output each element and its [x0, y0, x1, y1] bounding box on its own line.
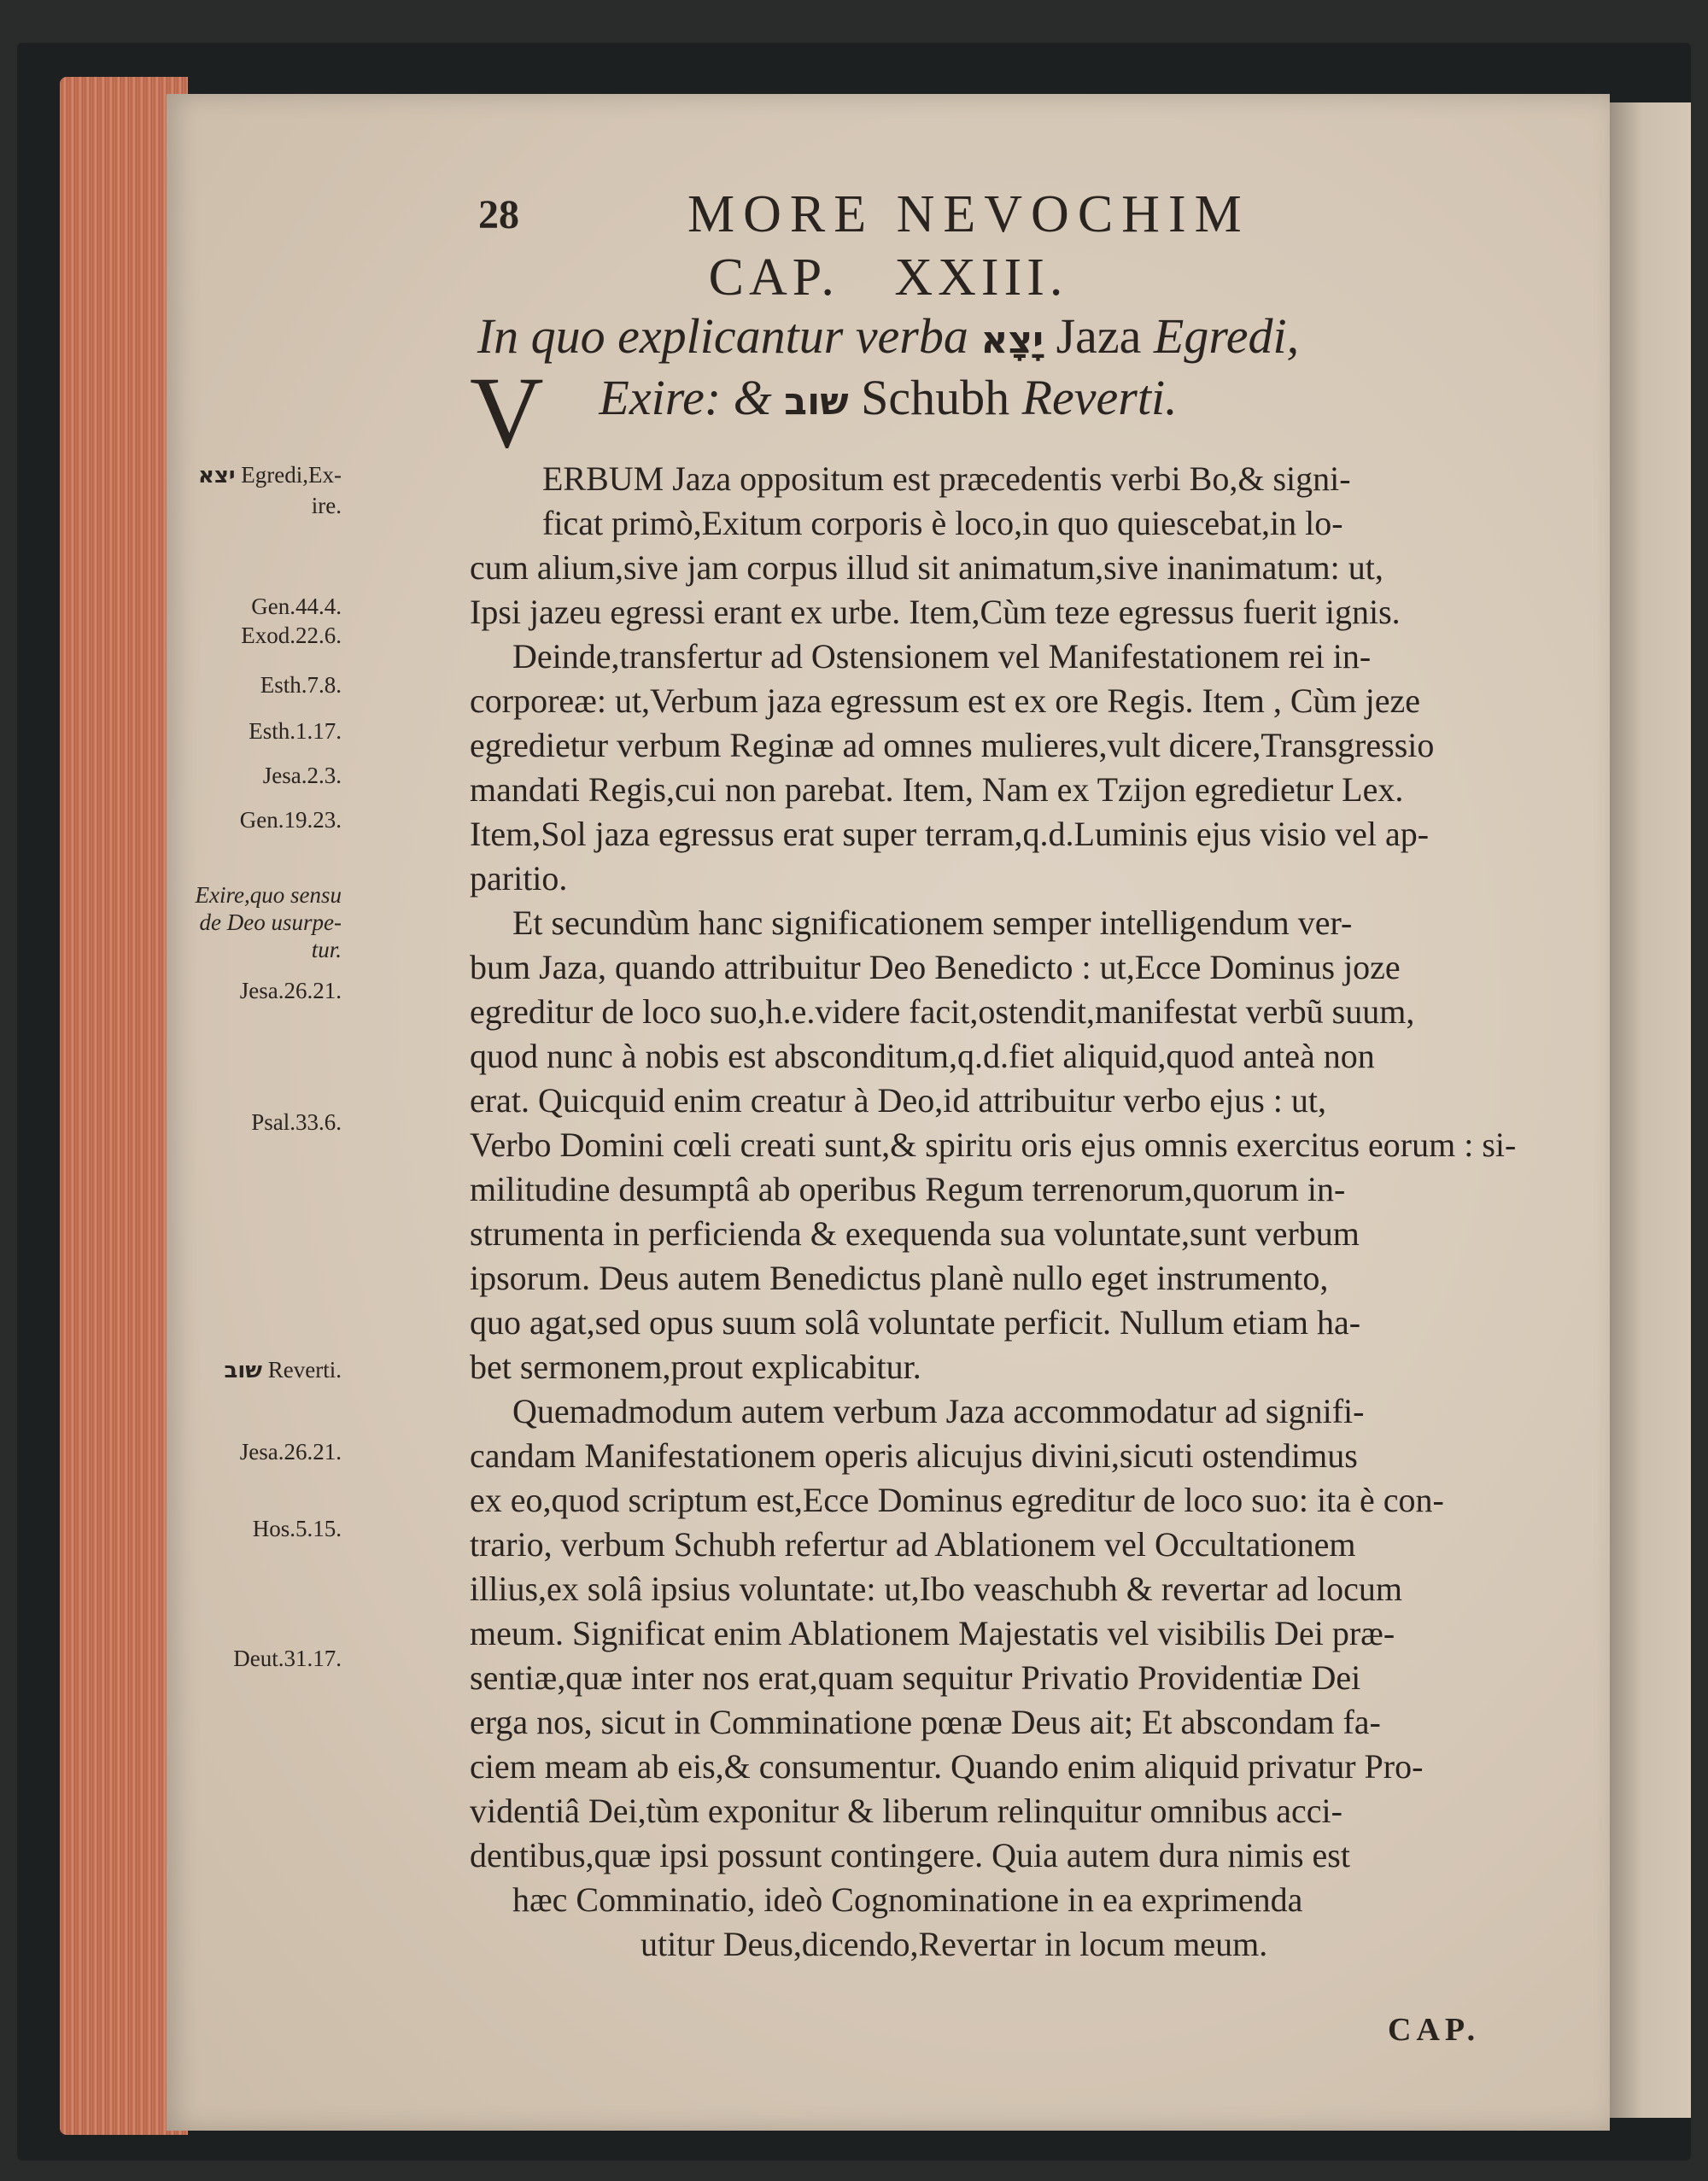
title-text-a: In quo explicantur verba — [477, 308, 968, 364]
text-line: erat. Quicquid enim creatur à Deo,id attribuitur verbo ejus : ut, — [470, 1081, 1327, 1120]
chapter-heading — [167, 248, 1610, 308]
catchword: CAP. — [1388, 2012, 1481, 2048]
title-text-d: Exire: & — [599, 370, 772, 425]
margin-note: Gen.44.4. — [251, 593, 342, 619]
text-line: Et secundùm hanc significationem semper intelligendum ver- — [512, 903, 1353, 942]
margin-note: Esth.1.17. — [249, 718, 342, 744]
margin-note: Exod.22.6. — [241, 623, 342, 648]
text-line: corporeæ: ut,Verbum jaza egressum est ex ore Regis. Item , Cùm jeze — [470, 681, 1420, 720]
margin-note: Jesa.26.21. — [239, 1439, 342, 1465]
margin-note: Hos.5.15. — [252, 1516, 342, 1541]
text-line: egredietur verbum Reginæ ad omnes mulieres,vult dicere,Transgressio — [470, 726, 1435, 764]
text-line: trario, verbum Schubh refertur ad Ablationem vel Occultationem — [470, 1525, 1356, 1564]
text-line: quo agat,sed opus suum solâ voluntate perficit. Nullum etiam ha- — [470, 1303, 1361, 1342]
margin-note: Jesa.2.3. — [262, 763, 342, 788]
chapter-number: XXIII. — [894, 249, 1068, 307]
text-line: bet sermonem,prout explicabitur. — [470, 1348, 921, 1386]
hebrew-word-shuv: שוב — [784, 380, 849, 424]
margin-note: Deut.31.17. — [233, 1646, 342, 1671]
margin-note — [167, 1356, 342, 1384]
title-text-f: Reverti. — [1021, 370, 1178, 425]
text-line: Ipsi jazeu egressi erant ex urbe. Item,Cùm teze egressus fuerit ignis. — [470, 593, 1401, 631]
text-line: mandati Regis,cui non parebat. Item, Nam ex Tzijon egredietur Lex. — [470, 770, 1404, 809]
text-line: erga nos, sicut in Comminatione pœnæ Deus ait; Et abscondam fa- — [470, 1703, 1381, 1741]
text-line: dentibus,quæ ipsi possunt contingere. Quia autem dura nimis est — [470, 1836, 1350, 1874]
margin-note — [167, 461, 342, 489]
text-line: strumenta in perficienda & exequenda sua voluntate,sunt verbum — [470, 1214, 1360, 1253]
margin-note: ire. — [311, 493, 342, 518]
margin-note: Gen.19.23. — [239, 807, 342, 833]
text-line: cum alium,sive jam corpus illud sit animatum,sive inanimatum: ut, — [470, 548, 1383, 587]
margin-hebrew-shuv: שוב — [224, 1358, 263, 1383]
margin-hebrew-yatsa: יצא — [197, 463, 236, 488]
drop-cap: V — [470, 355, 544, 469]
hebrew-word-yatsa: יָצָא — [980, 319, 1044, 362]
title-text-b: Jaza — [1056, 308, 1142, 364]
text-line: ficat primò,Exitum corporis è loco,in quo quiescebat,in lo- — [542, 504, 1343, 542]
margin-note: tur. — [311, 937, 342, 962]
running-title: MORE NEVOCHIM — [687, 185, 1250, 243]
chapter-title-line-2 — [167, 369, 1610, 426]
margin-note: Esth.7.8. — [260, 672, 342, 698]
margin-note: Exire,quo sensu — [195, 882, 342, 908]
chapter-label: CAP. — [708, 249, 839, 307]
text-line: bum Jaza, quando attribuitur Deo Benedicto : ut,Ecce Dominus joze — [470, 948, 1401, 986]
text-line: militudine desumptâ ab operibus Regum terrenorum,quorum in- — [470, 1170, 1346, 1208]
text-line: ciem meam ab eis,& consumentur. Quando enim aliquid privatur Pro- — [470, 1747, 1424, 1786]
text-line: paritio. — [470, 859, 568, 898]
text-line: Deinde,transfertur ad Ostensionem vel Manifestationem rei in- — [512, 637, 1372, 675]
margin-note: Jesa.26.21. — [239, 978, 342, 1003]
text-line: Verbo Domini cœli creati sunt,& spiritu oris ejus omnis exercitus eorum : si- — [470, 1126, 1517, 1164]
text-line: ipsorum. Deus autem Benedictus planè nullo eget instrumento, — [470, 1259, 1329, 1297]
text-line: meum. Significat enim Ablationem Majestatis vel visibilis Dei præ- — [470, 1614, 1395, 1652]
page-header — [478, 179, 1486, 248]
text-line: hæc Comminatio, ideò Cognominatione in ea exprimenda — [512, 1880, 1303, 1919]
text-line: egreditur de loco suo,h.e.videre facit,ostendit,manifestat verbũ suum, — [470, 992, 1415, 1031]
text-line: ex eo,quod scriptum est,Ecce Dominus egreditur de loco suo: ita è con- — [470, 1481, 1444, 1519]
margin-note: Psal.33.6. — [251, 1109, 342, 1135]
title-text-e: Schubh — [861, 370, 1010, 425]
text-line: Item,Sol jaza egressus erat super terram,q.d.Luminis ejus visio vel ap- — [470, 815, 1430, 853]
book-page — [167, 94, 1610, 2131]
text-line: quod nunc à nobis est absconditum,q.d.fiet aliquid,quod anteà non — [470, 1037, 1375, 1075]
facing-page-edge — [1610, 102, 1691, 2118]
text-line: utitur Deus,dicendo,Revertar in locum meum. — [640, 1925, 1268, 1963]
text-line: Quemadmodum autem verbum Jaza accommodatur ad signifi- — [512, 1392, 1365, 1430]
margin-note-text: Egredi,Ex- — [241, 462, 342, 488]
text-line: illius,ex solâ ipsius voluntate: ut,Ibo veaschubh & revertar ad locum — [470, 1570, 1402, 1608]
chapter-title-line-1 — [167, 307, 1610, 365]
text-line: ERBUM Jaza oppositum est præcedentis verbi Bo,& signi- — [542, 459, 1351, 498]
margin-note: de Deo usurpe- — [199, 909, 342, 935]
text-line: sentiæ,quæ inter nos erat,quam sequitur Privatio Providentiæ Dei — [470, 1658, 1361, 1697]
margin-note-text: Reverti. — [267, 1357, 342, 1383]
page-number: 28 — [478, 192, 519, 237]
title-text-c: Egredi, — [1153, 308, 1300, 364]
text-line: candam Manifestationem operis alicujus divini,sicuti ostendimus — [470, 1436, 1358, 1475]
text-line: videntiâ Dei,tùm exponitur & liberum relinquitur omnibus acci- — [470, 1792, 1342, 1830]
